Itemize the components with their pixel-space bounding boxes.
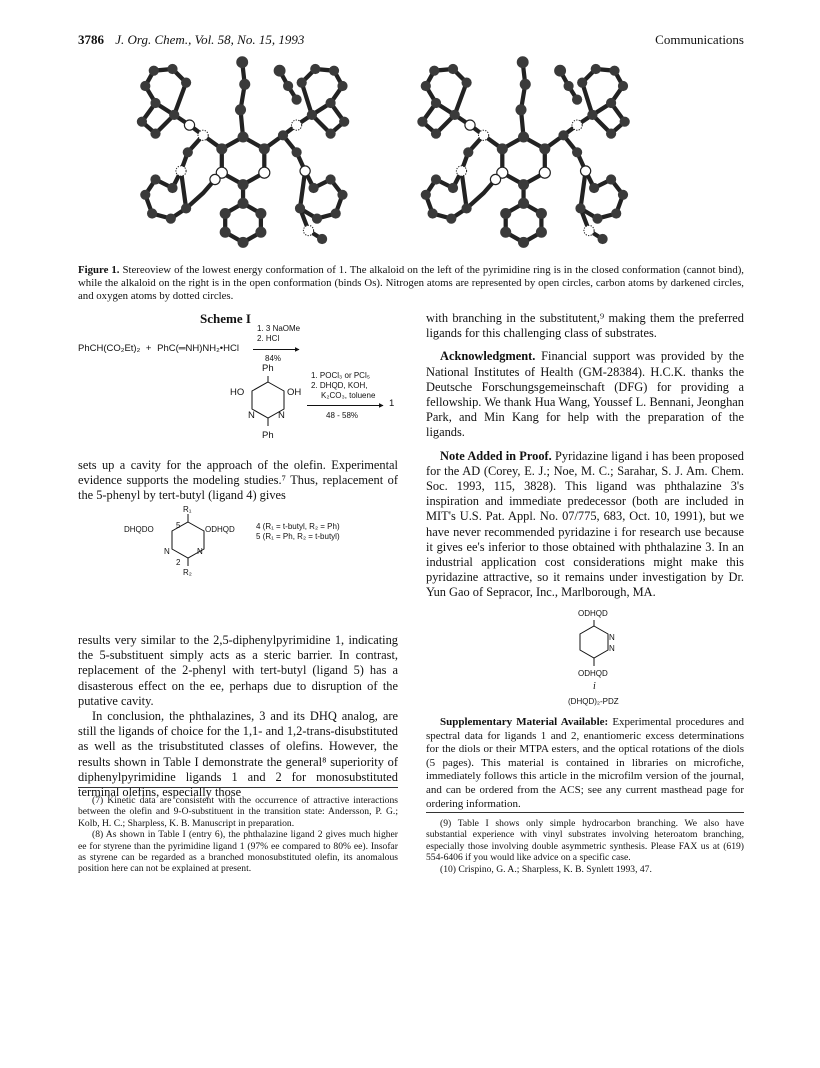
product-number: 1 (389, 398, 395, 409)
footnote-8: (8) As shown in Table I (entry 6), the phthalazine ligand 2 gives much higher ee for styrene than the pyrimidine ligand 1 (97% ee compared to 80% ee). Insofar as styrene can be regarded as a branched monosubstituted olefin, its anomalous position here can not be explained at present. (78, 829, 398, 875)
pyrimidine-ph-top: Ph (262, 363, 274, 374)
right-p1-text: with branching in the substitutent,⁹ making them the preferred ligands for this challenging class of substrates. (426, 311, 744, 341)
pyrimidine-ph-bottom: Ph (262, 430, 274, 441)
left-footnote-rule (78, 787, 398, 788)
pdz-n2: N (609, 644, 615, 653)
dhqdo-label: DHQDO (124, 525, 154, 534)
position-2-label: 2 (176, 558, 181, 567)
footnote-9: (9) Table I shows only simple hydrocarbon branching. We also have substantial experience with vinyl substrates involving heteroatom branching, especially those involving double asymmetric synthesis. Please FAX us at (619) 554-6406 if you would like advice on a specific case. (426, 818, 744, 864)
left-p3-text: In conclusion, the phthalazines, 3 and its DHQ analog, are still the ligands of choice for the 1,1- and 1,2-trans-disubstituted as well as the trisubstituted classes of olefins. However, the results shown in Table I demonstrate the general⁸ superiority of diphenylpyrimidine ligands 1 and 2 for monosubstituted terminal olefins, especially those (78, 709, 398, 800)
pdz-n1: N (609, 633, 615, 642)
acknowledgment-heading: Acknowledgment. (440, 349, 536, 364)
pyrimidine-oh: OH (287, 387, 302, 398)
ring-n-left: N (164, 547, 170, 556)
ring-n-right: N (197, 547, 203, 556)
reactant-1: PhCH(CO₂Et)₂ (78, 343, 141, 354)
figure-caption-text: Stereoview of the lowest energy conformation of 1. The alkaloid on the left of the pyrimidine ring is in the closed conformation (cannot bind), while the alkaloid on the right is in the open conformation (binds Os). Nitrogen atoms are represented by open circles, carbon atoms by darkened circles, and oxygen atoms by dotted circles. (78, 264, 745, 302)
pdz-bottom-substituent: ODHQD (578, 669, 608, 678)
pyrimidine-n-left: N (248, 410, 255, 421)
section-name: Communications (655, 32, 744, 47)
right-footnotes (426, 818, 744, 875)
step1-reagent-b: 2. HCl (257, 334, 280, 343)
step2-reagent-a: 1. POCl₃ or PCl₅ (311, 371, 370, 380)
arrowhead-1: ▶ (295, 347, 300, 353)
stereoview-figure (130, 52, 710, 257)
supplementary-heading: Supplementary Material Available: (440, 716, 609, 728)
pdz-label: i (593, 681, 596, 692)
supplementary-material (426, 716, 744, 811)
ligand-5-definition: 5 (R₁ = Ph, R₂ = t-butyl) (256, 532, 340, 541)
journal-citation: J. Org. Chem., Vol. 58, No. 15, 1993 (115, 32, 305, 47)
pyrimidine-ho: HO (230, 387, 245, 398)
left-paragraph-1 (78, 458, 398, 504)
left-p2-text: results very similar to the 2,5-diphenylpyrimidine 1, indicating the 5-substituent simply acts as a steric barrier. In contrast, replacement of the 2-phenyl with tert-butyl (ligand 5) has a disasterous effect on the ee, perhaps due to disruption of the putative cavity. (78, 633, 398, 708)
right-column (426, 311, 744, 601)
plus-sign: + (145, 343, 152, 354)
step1-yield: 84% (265, 354, 282, 363)
page-number: 3786 (78, 32, 104, 47)
reaction-arrow-2 (307, 405, 383, 406)
left-paragraph-2 (78, 633, 398, 800)
reactant-2: PhC(═NH)NH₂•HCl (157, 343, 239, 354)
figure-caption (78, 264, 744, 303)
step1-reagent-a: 1. 3 NaOMe (257, 324, 301, 333)
step2-reagent-b: 2. DHQD, KOH, (311, 381, 368, 390)
odhqd-label: ODHQD (205, 525, 235, 534)
scheme-title: Scheme I (200, 311, 251, 326)
note-added-in-proof (426, 449, 744, 601)
pdz-name: (DHQD)₂-PDZ (568, 697, 619, 706)
note-text: Pyridazine ligand i has been proposed for the AD (Corey, E. J.; Noe, M. C.; Sarahar, S. J. Am. Chem. Soc. 1993, 115, 3828). This ligand was phthalazine 3's inspiration and immediate predecessor (both are included in MIT's U.S. Pat. Appl. No. 07/775, 683, Oct. 10, 1991), but we have never recommended pyridazine i for research use because it gives ee's inferior to those obtained with phthalazine 3. In an industrial application cost considerations might make this pyridazine attractive, so it remains under investigation by Dr. Yun Gao of Sepracor, Inc., Marlborough, MA. (426, 448, 744, 600)
left-footnotes (78, 795, 398, 875)
pdz-top-substituent: ODHQD (578, 609, 608, 618)
arrowhead-2: ▶ (379, 403, 384, 409)
acknowledgment (426, 349, 744, 440)
figure-label: Figure 1. (78, 264, 120, 276)
scheme-reactants (78, 343, 239, 354)
r2-label: R₂ (183, 568, 192, 577)
page-header (78, 32, 304, 48)
acknowledgment-text: Financial support was provided by the National Institutes of Health (GM-28384). H.C.K. thanks the Deutsche Forschungsgemeinschaft (DFG) for providing a fellowship. We thank Hua Wang, Youssef L. Bennani, Jeonghan Park, and Min Kang for help with the preparation of the ligands. (426, 349, 744, 440)
position-5-label: 5 (176, 521, 181, 530)
ligand-4-definition: 4 (R₁ = t-butyl, R₂ = Ph) (256, 522, 340, 531)
step2-reagent-c: K₂CO₃, toluene (321, 391, 376, 400)
footnote-10: (10) Crispino, G. A.; Sharpless, K. B. Synlett 1993, 47. (440, 863, 652, 875)
step2-yield: 48 - 58% (326, 411, 359, 420)
supplementary-text: Experimental procedures and spectral data for ligands 1 and 2, enantiomeric excess determinations for the diols or their MTPA esters, and the optical rotations of the diols (5 pages). This material is contained in libraries on microfiche, immediately follows this article in the microfilm version of the journal, and can be ordered from the ACS; see any current masthead page for ordering information. (426, 716, 744, 810)
left-p1-text: sets up a cavity for the approach of the olefin. Experimental evidence supports the modeling studies.⁷ Thus, replacement of the 5-phenyl by tert-butyl (ligand 4) gives (78, 458, 398, 503)
right-footnote-rule (426, 812, 744, 813)
reaction-arrow-1 (253, 349, 299, 350)
footnote-7: (7) Kinetic data are consistent with the occurrence of attractive interactions between the olefin and 9-O-substituent in the transition state: Andersson, P. G.; Kolb, H. C.; Sharpless, K. B. Manuscript in preparation. (78, 795, 398, 829)
pyrimidine-n-right: N (278, 410, 285, 421)
r1-label: R₁ (183, 505, 192, 514)
note-heading: Note Added in Proof. (440, 448, 552, 463)
